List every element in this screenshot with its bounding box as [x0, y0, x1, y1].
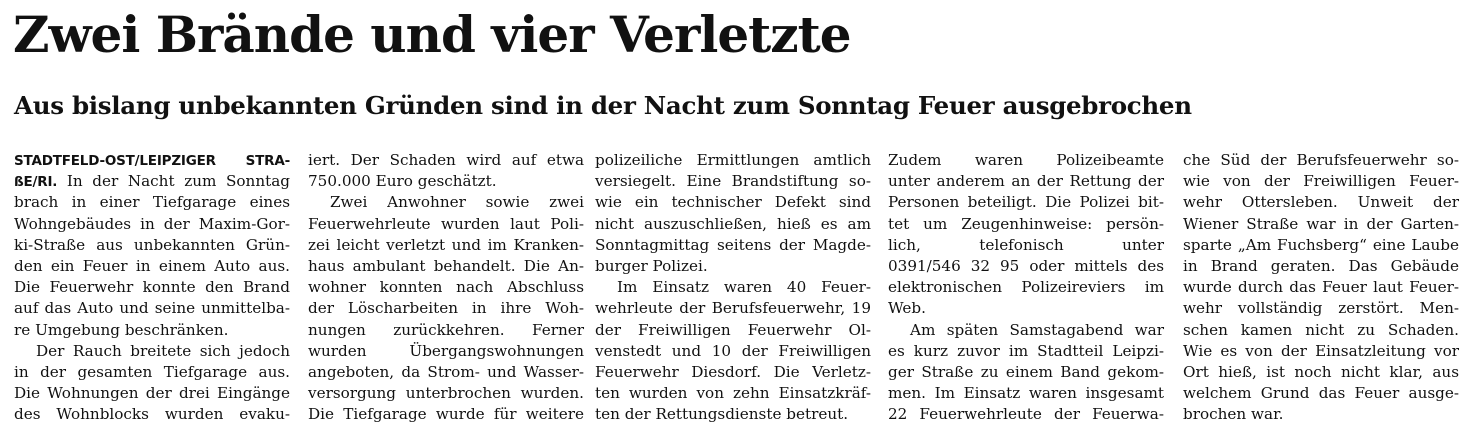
- article-text: des Wohnblocks wurden evaku-: [14, 405, 290, 424]
- article-text-line: [888, 256, 1164, 277]
- article-text-line: [308, 150, 584, 171]
- article-text: Zudem waren Polizeibeamte: [888, 151, 1164, 169]
- dateline: ßE/RI.: [14, 174, 58, 191]
- article-text: sparte „Am Fuchsberg“ eine Laube: [1183, 235, 1459, 254]
- article-text-line: [14, 150, 290, 171]
- article-text-line: [1183, 214, 1459, 235]
- article-text: nicht auszuschließen, hieß es am: [595, 214, 871, 233]
- article-text-line: [308, 298, 584, 319]
- article-text-line: [888, 214, 1164, 235]
- article-text: Feuerwehr Diesdorf. Die Verletz-: [595, 362, 871, 381]
- article-text-line: [1183, 383, 1459, 404]
- article-text-line: [1183, 362, 1459, 383]
- article-text: Wie es von der Einsatzleitung vor: [1183, 341, 1459, 360]
- article-text-line: [1183, 192, 1459, 213]
- article-text: wurde durch das Feuer laut Feuer-: [1183, 278, 1459, 297]
- article-text-line: [595, 341, 871, 362]
- article-text: elektronischen Polizeireviers im: [888, 278, 1164, 297]
- article-text: es kurz zuvor im Stadtteil Leipzi-: [888, 341, 1164, 360]
- article-text-line: [308, 383, 584, 404]
- article-text: brochen war.: [1183, 405, 1284, 424]
- subheadline: Aus bislang unbekannten Gründen sind in der Nacht zum Sonntag Feuer ausgebrochen: [14, 91, 1192, 120]
- article-text-line: [308, 404, 584, 425]
- article-text: wehr Ottersleben. Unweit der: [1183, 193, 1459, 212]
- article-text-line: [14, 383, 290, 404]
- article-text-line: [308, 171, 584, 192]
- article-text: Im Einsatz waren 40 Feuer-: [617, 278, 871, 297]
- article-text-line: [14, 192, 290, 213]
- article-text-line: [595, 404, 871, 425]
- article-text: wurden Übergangswohnungen: [308, 341, 584, 360]
- article-text-line: [308, 192, 584, 213]
- article-text: wehrleute der Berufsfeuerwehr, 19: [595, 299, 871, 318]
- article-text-line: [888, 341, 1164, 362]
- article-text: angeboten, da Strom- und Wasser-: [308, 362, 584, 381]
- article-text: Zwei Anwohner sowie zwei: [330, 193, 584, 212]
- article-text-line: [595, 277, 871, 298]
- article-text-line: [1183, 320, 1459, 341]
- article-text: ger Straße zu einem Band gekom-: [888, 362, 1164, 381]
- article-text: re Umgebung beschränken.: [14, 320, 229, 339]
- article-text: tet um Zeugenhinweise: persön-: [888, 214, 1164, 233]
- article-text: brach in einer Tiefgarage eines: [14, 193, 290, 212]
- headline: Zwei Brände und vier Verletzte: [13, 5, 851, 64]
- article-column-2: [308, 150, 584, 425]
- article-text: ten wurden von zehn Einsatzkräf-: [595, 384, 871, 403]
- article-text: zei leicht verletzt und im Kranken-: [308, 235, 584, 254]
- article-text: versiegelt. Eine Brandstiftung so-: [595, 172, 871, 191]
- article-text: in der gesamten Tiefgarage aus.: [14, 362, 290, 381]
- article-text: Wiener Straße war in der Garten-: [1183, 214, 1459, 233]
- article-text-line: [888, 383, 1164, 404]
- article-text: Die Wohnungen der drei Eingänge: [14, 384, 290, 403]
- article-text-line: [888, 320, 1164, 341]
- article-text: ki-Straße aus unbekannten Grün-: [14, 235, 290, 254]
- article-text: Personen beteiligt. Die Polizei bit-: [888, 193, 1164, 212]
- article-text-line: [308, 277, 584, 298]
- article-text-line: [595, 362, 871, 383]
- article-text-line: [1183, 298, 1459, 319]
- article-text: wie ein technischer Defekt sind: [595, 193, 871, 212]
- article-text-line: [14, 256, 290, 277]
- article-text: Die Tiefgarage wurde für weitere: [308, 405, 584, 424]
- article-text: unter anderem an der Rettung der: [888, 172, 1164, 191]
- article-text-line: [595, 235, 871, 256]
- article-text-line: [595, 298, 871, 319]
- article-text-line: [888, 235, 1164, 256]
- article-text-line: [1183, 171, 1459, 192]
- article-text-line: [14, 362, 290, 383]
- article-text: den ein Feuer in einem Auto aus.: [14, 256, 290, 275]
- article-text: der Freiwilligen Feuerwehr Ol-: [595, 320, 871, 339]
- article-text: versorgung unterbrochen wurden.: [308, 384, 584, 403]
- article-text: 0391/546 32 95 oder mittels des: [888, 256, 1164, 275]
- article-text-line: [888, 192, 1164, 213]
- article-text-line: [14, 277, 290, 298]
- article-text-line: [308, 341, 584, 362]
- article-text-line: [888, 404, 1164, 425]
- article-text-line: [595, 383, 871, 404]
- article-text: Der Rauch breitete sich jedoch: [36, 341, 290, 360]
- article-text: In der Nacht zum Sonntag: [57, 172, 290, 191]
- article-text-line: [308, 214, 584, 235]
- article-text: Die Feuerwehr konnte den Brand: [14, 278, 290, 297]
- article-text-line: [1183, 150, 1459, 171]
- article-column-1: [14, 150, 290, 425]
- article-text: venstedt und 10 der Freiwilligen: [595, 341, 871, 360]
- article-text: 22 Feuerwehrleute der Feuerwa-: [888, 405, 1164, 424]
- article-text-line: [888, 298, 1164, 319]
- article-text-line: [1183, 277, 1459, 298]
- article-text: 750.000 Euro geschätzt.: [308, 172, 497, 191]
- article-text-line: [888, 277, 1164, 298]
- article-text: wehr vollständig zerstört. Men-: [1183, 299, 1459, 318]
- article-text: wohner konnten nach Abschluss: [308, 278, 584, 297]
- article-text-line: [14, 341, 290, 362]
- article-text: auf das Auto und seine unmittelba-: [14, 299, 290, 318]
- article-text-line: [1183, 404, 1459, 425]
- article-text-line: [888, 171, 1164, 192]
- article-text-line: [308, 362, 584, 383]
- article-text-line: [888, 362, 1164, 383]
- article-text-line: [1183, 341, 1459, 362]
- article-text-line: [14, 214, 290, 235]
- article-text: nungen zurückkehren. Ferner: [308, 320, 584, 339]
- article-text: schen kamen nicht zu Schaden.: [1183, 320, 1459, 339]
- article-text: Feuerwehrleute wurden laut Poli-: [308, 214, 584, 233]
- article-column-4: [888, 150, 1164, 425]
- article-text-line: [14, 235, 290, 256]
- article-text: Wohngebäudes in der Maxim-Gor-: [14, 214, 290, 233]
- article-text: haus ambulant behandelt. Die An-: [308, 256, 584, 275]
- article-text-line: [1183, 235, 1459, 256]
- article-text-line: [308, 256, 584, 277]
- article-text-line: [14, 404, 290, 425]
- article-text: Am späten Samstagabend war: [910, 320, 1164, 339]
- article-column-3: [595, 150, 871, 425]
- article-text: welchem Grund das Feuer ausge-: [1183, 384, 1459, 403]
- article-text-line: [595, 320, 871, 341]
- article-text: che Süd der Berufsfeuerwehr so-: [1183, 151, 1459, 169]
- article-text-line: [14, 320, 290, 341]
- article-text: Web.: [888, 299, 926, 318]
- article-text-line: [595, 214, 871, 235]
- article-text-line: [595, 171, 871, 192]
- article-text: polizeiliche Ermittlungen amtlich: [595, 151, 871, 169]
- article-text-line: [595, 256, 871, 277]
- article-text: Ort hieß, ist noch nicht klar, aus: [1183, 362, 1459, 381]
- article-text-line: [14, 171, 290, 192]
- article-text-line: [308, 235, 584, 256]
- article-text: wie von der Freiwilligen Feuer-: [1183, 172, 1459, 191]
- article-text-line: [1183, 256, 1459, 277]
- article-text: lich, telefonisch unter: [888, 235, 1164, 254]
- article-text: men. Im Einsatz waren insgesamt: [888, 384, 1164, 403]
- article-column-5: [1183, 150, 1459, 425]
- article-text: in Brand geraten. Das Gebäude: [1183, 256, 1459, 275]
- article-text-line: [888, 150, 1164, 171]
- article-text-line: [308, 320, 584, 341]
- article-text-line: [595, 192, 871, 213]
- dateline: STADTFELD-OST/LEIPZIGER STRA-: [14, 153, 290, 169]
- article-text: iert. Der Schaden wird auf etwa: [308, 151, 584, 169]
- article-text: der Löscharbeiten in ihre Woh-: [308, 299, 584, 318]
- article-text: ten der Rettungsdienste betreut.: [595, 405, 849, 424]
- article-text-line: [595, 150, 871, 171]
- article-text-line: [14, 298, 290, 319]
- article-text: Sonntagmittag seitens der Magde-: [595, 235, 871, 254]
- article-text: burger Polizei.: [595, 256, 708, 275]
